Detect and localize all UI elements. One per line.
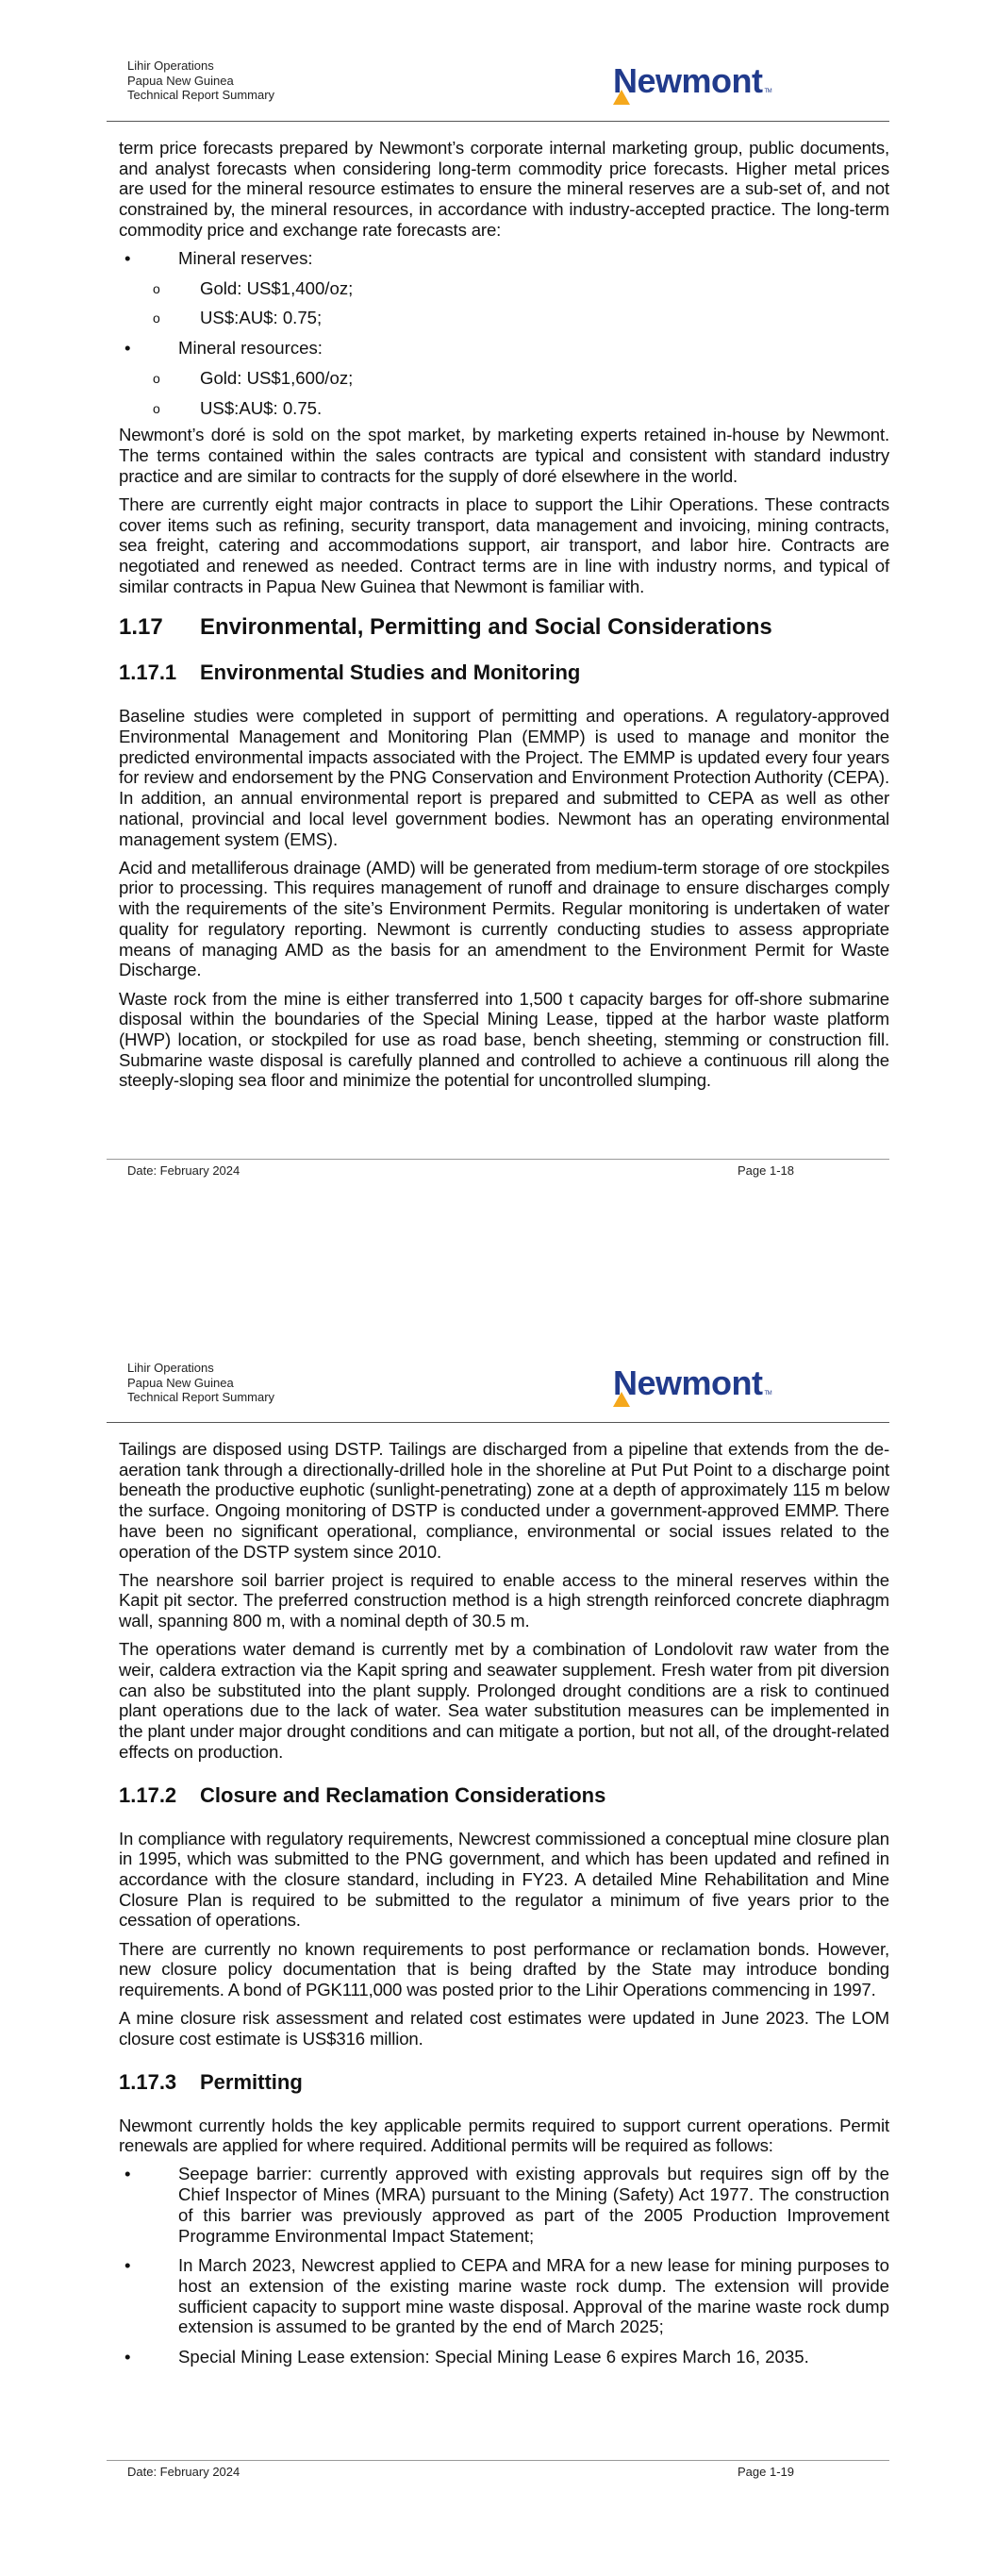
list-item-mineral-reserves: • Mineral reserves:	[124, 248, 313, 269]
footer-divider	[107, 2460, 889, 2461]
header-line-project: Lihir Operations	[127, 1361, 214, 1375]
paragraph-baseline-studies: Baseline studies were completed in support of permitting and operations. A regulatory-approved Environmental Management and Monitoring Plan (EMMP) is used to manage and monitor the predicted environmental impacts associated with the Project. The EMMP is updated every four years for review and endorsement by the PNG Conservation and Environment Protection Authority (CEPA). In addition, an annual environmental report is prepared and submitted to CEPA as well as other national, provincial and local level government bodies. Newmont has an operating environmental management system (EMS).	[119, 706, 889, 849]
circle-bullet-icon: o	[153, 310, 160, 326]
paragraph-closure-plan: In compliance with regulatory requirements, Newcrest commissioned a conceptual mine closure plan in 1995, which was submitted to the PNG government, and which has been updated and refined in accordance with the closure standard, including in FY23. A detailed Mine Rehabilitation and Mine Closure Plan is required to be submitted to the regulator a minimum of five years prior to the cessation of operations.	[119, 1828, 889, 1931]
sub-list-item: o US$:AU$: 0.75.	[153, 397, 323, 418]
section-heading-1-17-2: 1.17.2 Closure and Reclamation Considerations	[119, 1782, 606, 1807]
section-heading-1-17: 1.17 Environmental, Permitting and Social Considerations	[119, 614, 772, 641]
paragraph-tailings: Tailings are disposed using DSTP. Tailings are discharged from a pipeline that extends from the de-aeration tank through a directionally-drilled hole in the shoreline at Put Put Point to a discharge point beneath the productive euphotic (sunlight-penetrating) zone at a depth of approximately 115 m below the surface. Ongoing monitoring of DSTP is conducted under a government-approved EMMP. There have been no significant operational, compliance, environmental or social issues related to the operation of the DSTP system since 2010.	[119, 1439, 889, 1562]
footer-date: Date: February 2024	[127, 1163, 240, 1178]
page-header-text	[127, 1361, 274, 1405]
list-item-seepage-barrier: • Seepage barrier: currently approved with existing approvals but requires sign off by the Chief Inspector of Mines (MRA) pursuant to the Mining (Safety) Act 1977. The construction of this barrier was previously approved as part of the 2005 Production Improvement Programme Environmental Impact Statement;	[124, 2164, 889, 2246]
circle-bullet-icon: o	[153, 370, 160, 386]
bullet-icon: •	[124, 248, 131, 269]
paragraph-amd: Acid and metalliferous drainage (AMD) will be generated from medium-term storage of ore stockpiles prior to processing. This requires management of runoff and drainage to ensure discharges comply with the requirements of the site’s Environment Permits. Regular monitoring is undertaken of water quality for regulatory reporting. Newmont is currently conducting studies to assess appropriate means of managing AMD as the basis for an amendment to the Environment Permit for Waste Discharge.	[119, 857, 889, 980]
paragraph-waste-rock: Waste rock from the mine is either transferred into 1,500 t capacity barges for off-shore submarine disposal within the boundaries of the Special Mining Lease, tipped at the harbor waste platform (HWP) location, or stockpiled for use as road base, bench sheeting, stemming or construction fill. Submarine waste disposal is carefully planned and controlled to achieve a continuous rill along the steeply-sloping sea floor and minimize the potential for uncontrolled slumping.	[119, 988, 889, 1091]
bullet-icon: •	[124, 2255, 131, 2276]
circle-bullet-icon: o	[153, 280, 160, 296]
footer-divider	[107, 1159, 889, 1160]
newmont-logo: Newmont TM	[613, 1366, 771, 1411]
page-body	[119, 1439, 889, 2377]
paragraph-bonds: There are currently no known requirements to post performance or reclamation bonds. However, new closure policy documentation that is being drafted by the State may introduce bonding requirements. A bond of PGK111,000 was posted prior to the Lihir Operations commencing in 1997.	[119, 1938, 889, 1999]
sub-list-item: o Gold: US$1,600/oz;	[153, 367, 354, 388]
header-divider	[107, 1422, 889, 1423]
page-body	[119, 138, 889, 1099]
paragraph-dore-sales: Newmont’s doré is sold on the spot market, by marketing experts retained in-house by Newmont. The terms contained within the sales contracts are typical and consistent with standard industry practice and are similar to contracts for the supply of doré elsewhere in the world.	[119, 425, 889, 486]
logo-triangle-icon	[613, 90, 630, 105]
paragraph-contracts: There are currently eight major contracts in place to support the Lihir Operations. These contracts cover items such as refining, security transport, data management and invoicing, mining contracts, sea freight, catering and accommodations support, air transport, and labor hire. Contracts are negotiated and renewed as needed. Contract terms are in line with industry norms, and typical of similar contracts in Papua New Guinea that Newmont is familiar with.	[119, 493, 889, 596]
page-header-text	[127, 59, 274, 103]
bullet-icon: •	[124, 2164, 131, 2184]
circle-bullet-icon: o	[153, 400, 160, 416]
list-item-lease-application: • In March 2023, Newcrest applied to CEPA and MRA for a new lease for mining purposes to host an extension of the existing marine waste rock dump. The extension will provide sufficient capacity to support mine waste disposal. Approval of the marine waste rock dump extension is assumed to be granted by the end of March 2025;	[124, 2255, 889, 2337]
paragraph-closure-cost: A mine closure risk assessment and related cost estimates were updated in June 2023. The LOM closure cost estimate is US$316 million.	[119, 2008, 889, 2049]
list-item-mineral-resources: • Mineral resources:	[124, 338, 323, 359]
page-1-19	[0, 1302, 995, 2576]
section-heading-1-17-3: 1.17.3 Permitting	[119, 2069, 303, 2094]
sub-list-item: o Gold: US$1,400/oz;	[153, 277, 354, 298]
paragraph-water-demand: The operations water demand is currently met by a combination of Londolovit raw water from the weir, caldera extraction via the Kapit spring and seawater supplement. Fresh water from pit diversion can also be substituted into the plant supply. Prolonged drought conditions are a risk to continued plant operations due to the lack of water. Sea water substitution measures can be implemented in the plant under major drought conditions and can mitigate a portion, but not all, of the drought-related effects on production.	[119, 1639, 889, 1762]
footer-page-number: Page 1-18	[738, 1163, 794, 1178]
header-divider	[107, 121, 889, 122]
bullet-icon: •	[124, 2347, 131, 2367]
section-heading-1-17-1: 1.17.1 Environmental Studies and Monitoring	[119, 661, 581, 685]
paragraph-price-forecasts: term price forecasts prepared by Newmont’s corporate internal marketing group, public documents, and analyst forecasts when considering long-term commodity price forecasts. Higher metal prices are used for the mineral resource estimates to ensure the mineral reserves are a sub-set of, and not constrained by, the mineral resources, in accordance with industry-accepted practice. The long-term commodity price and exchange rate forecasts are:	[119, 138, 889, 240]
header-line-report: Technical Report Summary	[127, 88, 275, 102]
header-line-project: Lihir Operations	[127, 59, 214, 73]
bullet-icon: •	[124, 338, 131, 359]
newmont-logo: Newmont TM	[613, 64, 771, 109]
header-line-country: Papua New Guinea	[127, 1375, 234, 1390]
sub-list-item: o US$:AU$: 0.75;	[153, 308, 323, 328]
logo-triangle-icon	[613, 1392, 630, 1407]
list-item-sml-extension: • Special Mining Lease extension: Special Mining Lease 6 expires March 16, 2035.	[124, 2347, 809, 2367]
header-line-report: Technical Report Summary	[127, 1390, 275, 1404]
footer-date: Date: February 2024	[127, 2465, 240, 2479]
header-line-country: Papua New Guinea	[127, 73, 234, 88]
paragraph-soil-barrier: The nearshore soil barrier project is required to enable access to the mineral reserves within the Kapit pit sector. The preferred construction method is a high strength reinforced concrete diaphragm wall, spanning 800 m, with a nominal depth of 30.5 m.	[119, 1569, 889, 1631]
footer-page-number: Page 1-19	[738, 2465, 794, 2479]
paragraph-permits: Newmont currently holds the key applicable permits required to support current operations. Permit renewals are applied for where required. Additional permits will be required as follows:	[119, 2115, 889, 2156]
